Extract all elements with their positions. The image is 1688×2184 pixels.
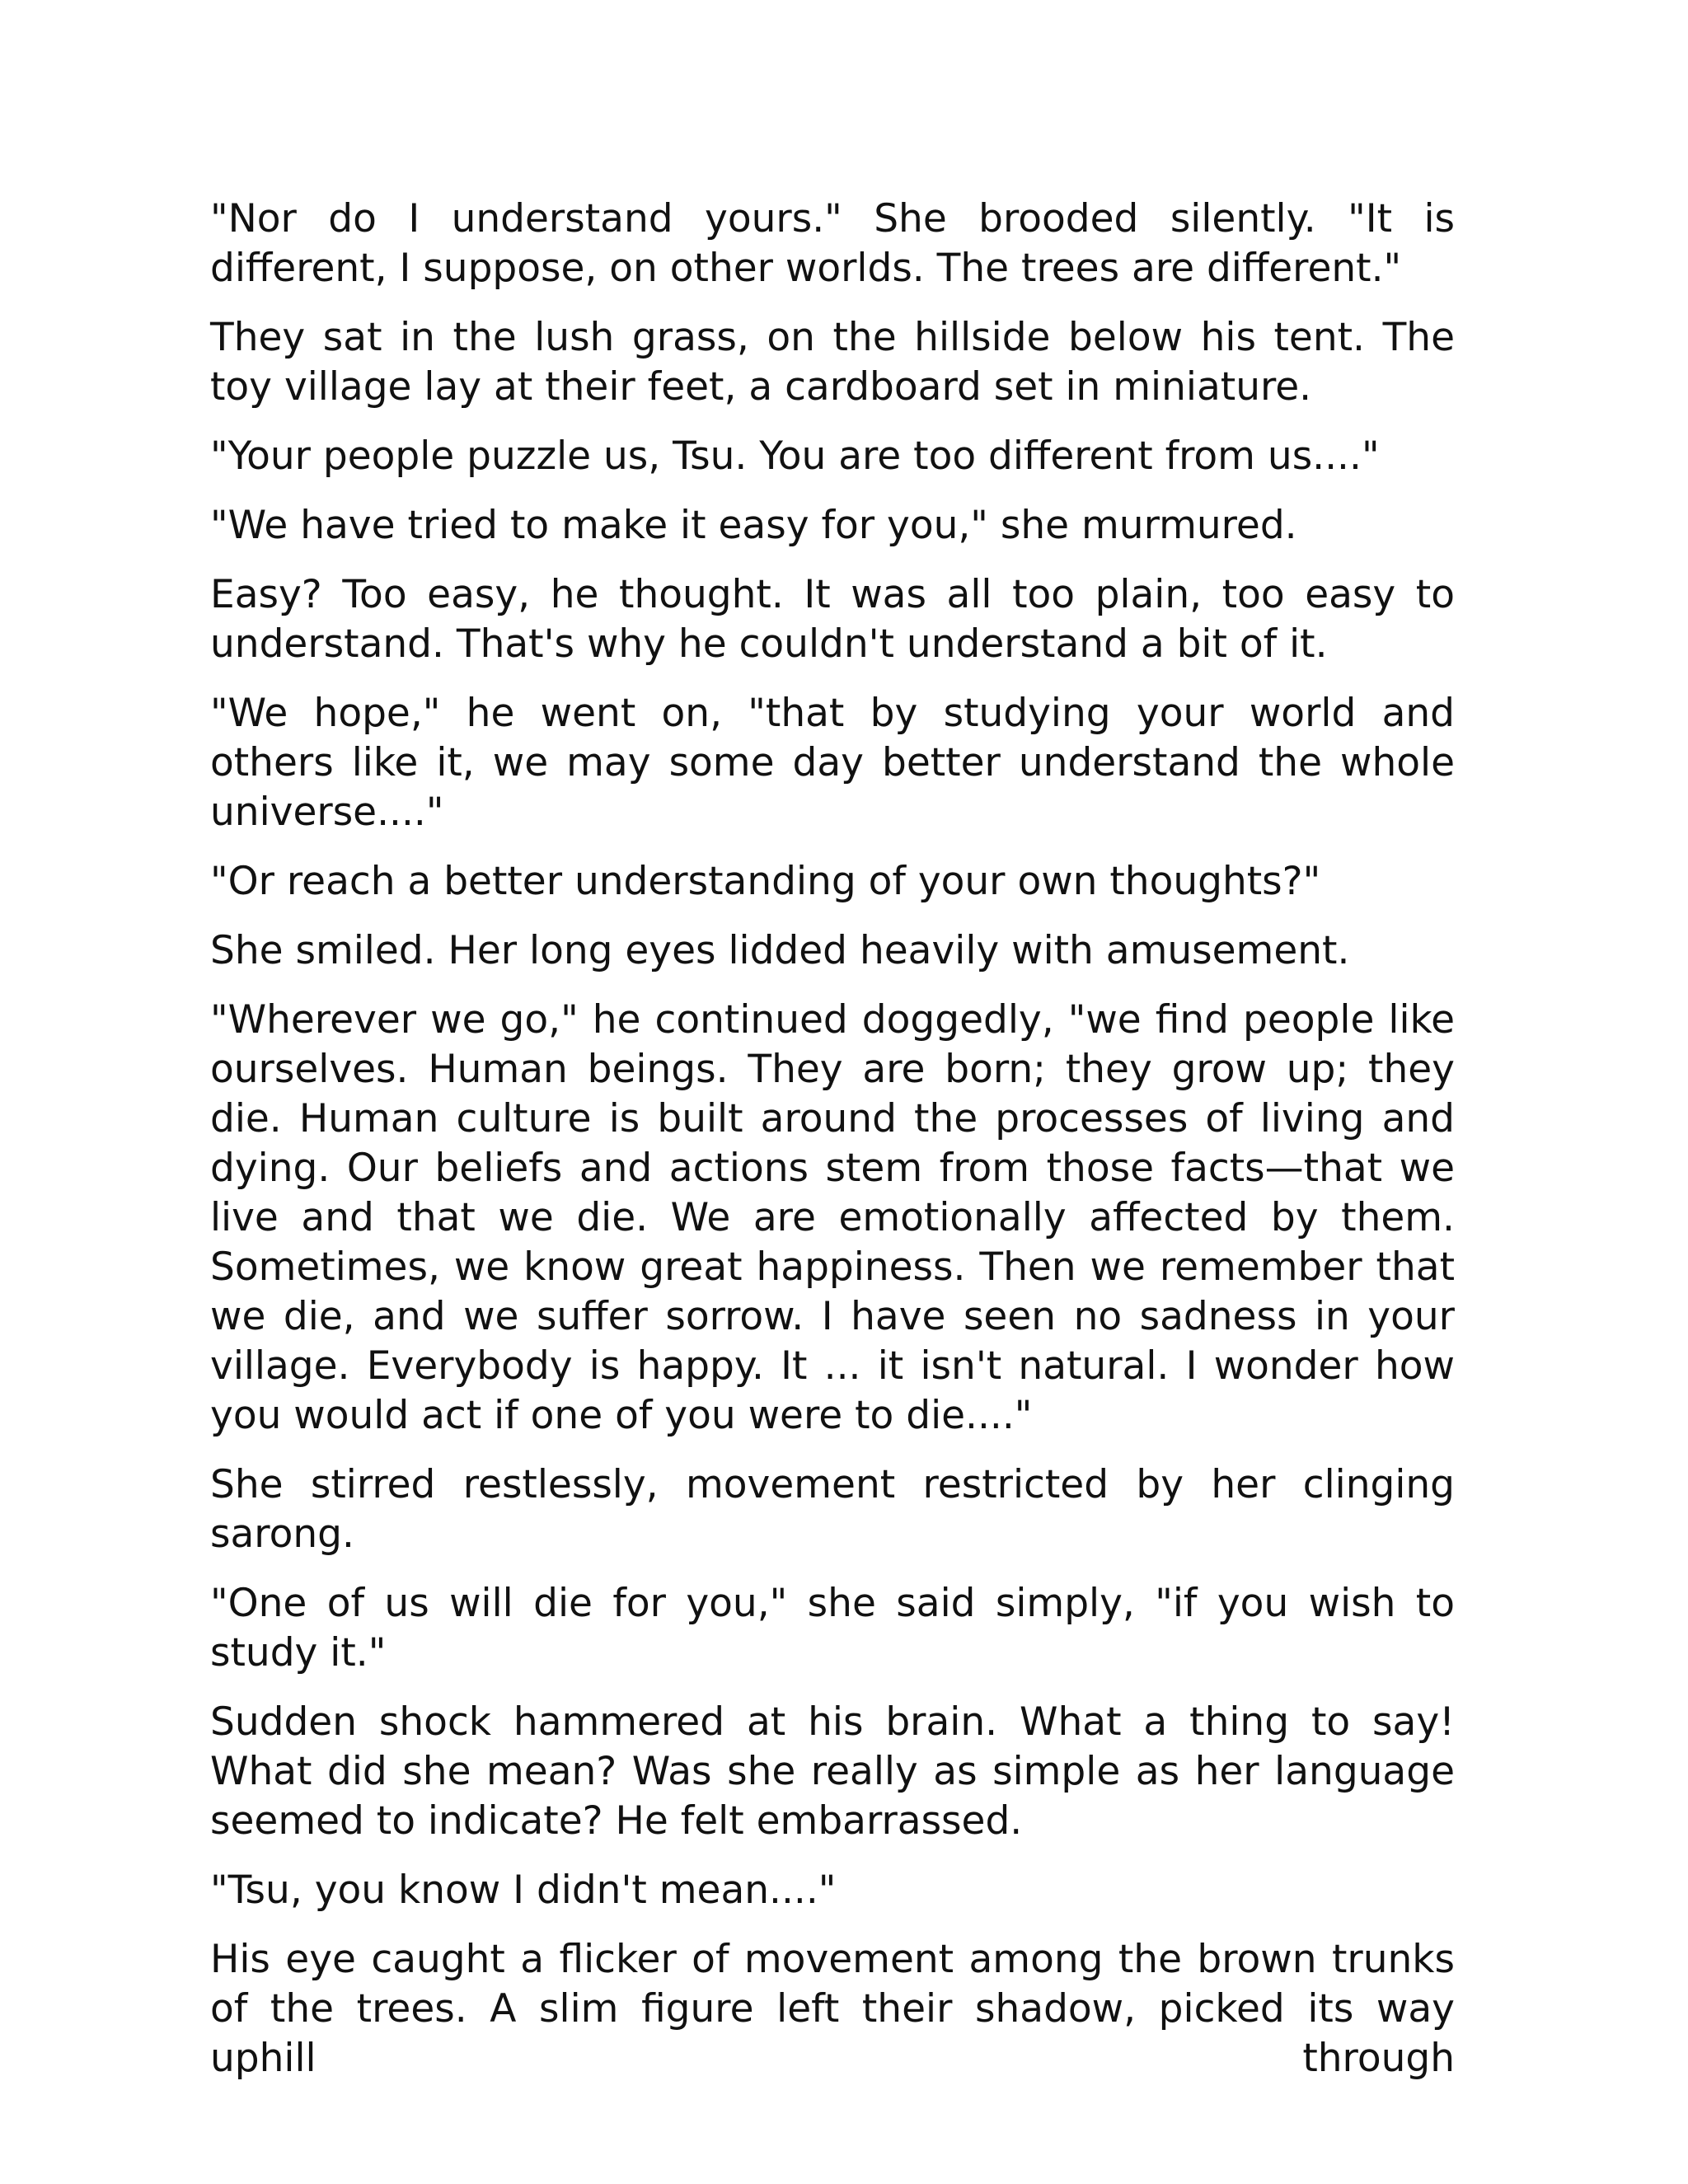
paragraph: "Your people puzzle us, Tsu. You are too different from us...."	[210, 434, 1380, 479]
paragraph: "Or reach a better understanding of your own thoughts?"	[210, 859, 1321, 904]
paragraph: "Nor do I understand yours." She brooded silently. "It is different, I suppose, on other worlds. The trees are different."	[210, 196, 1455, 291]
paragraph: His eye caught a flicker of movement among the brown trunks of the trees. A slim figure left their shadow, picked its way uphill through	[210, 1937, 1455, 2081]
paragraph: "Tsu, you know I didn't mean...."	[210, 1868, 837, 1913]
document-page	[210, 194, 1455, 2083]
paragraph: She stirred restlessly, movement restricted by her clinging sarong.	[210, 1462, 1455, 1557]
paragraph: Easy? Too easy, he thought. It was all too plain, too easy to understand. That's why he couldn't understand a bit of it.	[210, 572, 1455, 667]
paragraph: She smiled. Her long eyes lidded heavily with amusement.	[210, 928, 1350, 973]
paragraph: Sudden shock hammered at his brain. What a thing to say! What did she mean? Was she really as simple as her language seemed to indicate? He felt embarrassed.	[210, 1699, 1455, 1844]
paragraph: They sat in the lush grass, on the hillside below his tent. The toy village lay at their feet, a cardboard set in miniature.	[210, 315, 1455, 410]
paragraph: "One of us will die for you," she said simply, "if you wish to study it."	[210, 1581, 1455, 1675]
paragraph: "Wherever we go," he continued doggedly, "we find people like ourselves. Human beings. They are born; they grow up; they die. Human culture is built around the processes of living and dying. Our beliefs and actions stem from those facts—that we live and that we die. We are emotionally affected by them. Sometimes, we know great happiness. Then we remember that we die, and we suffer sorrow. I have seen no sadness in your village. Everybody is happy. It ... it isn't natural. I wonder how you would act if one of you were to die...."	[210, 997, 1455, 1438]
paragraph: "We have tried to make it easy for you," she murmured.	[210, 503, 1297, 548]
paragraph: "We hope," he went on, "that by studying your world and others like it, we may some day better understand the whole universe...."	[210, 691, 1455, 835]
